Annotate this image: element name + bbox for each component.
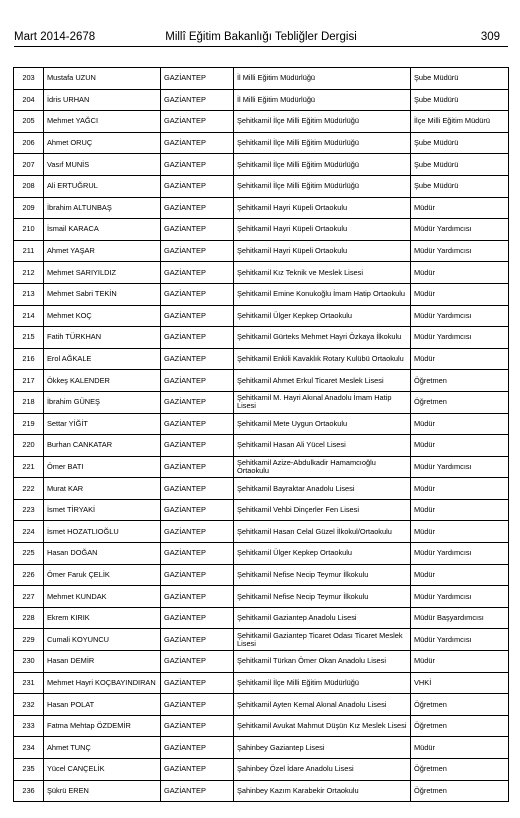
title-cell: Müdür Yardımcısı xyxy=(411,456,509,478)
name-cell: İbrahim GÜNEŞ xyxy=(44,391,161,413)
name-cell: Ali ERTUĞRUL xyxy=(44,175,161,197)
name-cell: Ahmet ORUÇ xyxy=(44,132,161,154)
row-number-cell: 212 xyxy=(14,262,44,284)
table-row xyxy=(14,737,509,759)
row-number-cell: 224 xyxy=(14,521,44,543)
institution-cell: Şehitkamil Türkan Ömer Okan Anadolu Lisesi xyxy=(234,651,411,673)
province-cell: GAZİANTEP xyxy=(161,240,234,262)
institution-cell: Şehitkamil Hayri Küpeli Ortaokulu xyxy=(234,219,411,241)
name-cell: Hasan DOĞAN xyxy=(44,543,161,565)
name-cell: Ökkeş KALENDER xyxy=(44,370,161,392)
title-cell: Müdür Yardımcısı xyxy=(411,327,509,349)
institution-cell: Şehitkamil Nefise Necip Teymur İlkokulu xyxy=(234,564,411,586)
title-cell: Öğretmen xyxy=(411,759,509,781)
table-row xyxy=(14,219,509,241)
institution-cell: Şehitkamil Ahmet Erkul Ticaret Meslek Lisesi xyxy=(234,370,411,392)
institution-cell: Şehitkamil İlçe Milli Eğitim Müdürlüğü xyxy=(234,132,411,154)
header-rule xyxy=(14,46,508,47)
institution-cell: Şehitkamil Bayraktar Anadolu Lisesi xyxy=(234,478,411,500)
row-number-cell: 230 xyxy=(14,651,44,673)
table-row xyxy=(14,499,509,521)
table-row xyxy=(14,391,509,413)
row-number-cell: 204 xyxy=(14,89,44,111)
table-row xyxy=(14,68,509,90)
row-number-cell: 236 xyxy=(14,780,44,802)
institution-cell: Şehitkamil Nefise Necip Teymur İlkokulu xyxy=(234,586,411,608)
row-number-cell: 234 xyxy=(14,737,44,759)
table-row xyxy=(14,629,509,651)
row-number-cell: 233 xyxy=(14,715,44,737)
row-number-cell: 229 xyxy=(14,629,44,651)
title-cell: Öğretmen xyxy=(411,391,509,413)
province-cell: GAZİANTEP xyxy=(161,715,234,737)
province-cell: GAZİANTEP xyxy=(161,564,234,586)
row-number-cell: 205 xyxy=(14,111,44,133)
table-row xyxy=(14,327,509,349)
title-cell: Öğretmen xyxy=(411,715,509,737)
name-cell: Vasıf MUNİS xyxy=(44,154,161,176)
table-row xyxy=(14,715,509,737)
personnel-table xyxy=(13,67,509,802)
province-cell: GAZİANTEP xyxy=(161,694,234,716)
name-cell: Cumali KOYUNCU xyxy=(44,629,161,651)
province-cell: GAZİANTEP xyxy=(161,197,234,219)
table-row xyxy=(14,564,509,586)
row-number-cell: 203 xyxy=(14,68,44,90)
name-cell: İbrahim ALTUNBAŞ xyxy=(44,197,161,219)
institution-cell: Şehitkamil Gürteks Mehmet Hayri Özkaya İlkokulu xyxy=(234,327,411,349)
province-cell: GAZİANTEP xyxy=(161,370,234,392)
page-number: 309 xyxy=(480,31,500,43)
name-cell: Mehmet KUNDAK xyxy=(44,586,161,608)
title-cell: Müdür Yardımcısı xyxy=(411,219,509,241)
province-cell: GAZİANTEP xyxy=(161,586,234,608)
province-cell: GAZİANTEP xyxy=(161,348,234,370)
row-number-cell: 219 xyxy=(14,413,44,435)
province-cell: GAZİANTEP xyxy=(161,262,234,284)
row-number-cell: 216 xyxy=(14,348,44,370)
province-cell: GAZİANTEP xyxy=(161,456,234,478)
row-number-cell: 226 xyxy=(14,564,44,586)
province-cell: GAZİANTEP xyxy=(161,737,234,759)
institution-cell: Şehitkamil Hasan Celal Güzel İlkokul/Ortaokulu xyxy=(234,521,411,543)
title-cell: Öğretmen xyxy=(411,370,509,392)
institution-cell: Şehitkamil Mete Uygun Ortaokulu xyxy=(234,413,411,435)
province-cell: GAZİANTEP xyxy=(161,478,234,500)
name-cell: Yücel CANÇELİK xyxy=(44,759,161,781)
title-cell: Müdür xyxy=(411,737,509,759)
name-cell: Ömer Faruk ÇELİK xyxy=(44,564,161,586)
table-row xyxy=(14,262,509,284)
row-number-cell: 227 xyxy=(14,586,44,608)
province-cell: GAZİANTEP xyxy=(161,175,234,197)
province-cell: GAZİANTEP xyxy=(161,391,234,413)
title-cell: Müdür xyxy=(411,564,509,586)
province-cell: GAZİANTEP xyxy=(161,283,234,305)
institution-cell: Şehitkamil Azize-Abdulkadir Hamamcıoğlu Ortaokulu xyxy=(234,456,411,478)
table-row xyxy=(14,543,509,565)
name-cell: Mehmet Hayri KOÇBAYINDIRAN xyxy=(44,672,161,694)
row-number-cell: 215 xyxy=(14,327,44,349)
title-cell: Müdür xyxy=(411,435,509,457)
title-cell: Şube Müdürü xyxy=(411,154,509,176)
table-row xyxy=(14,305,509,327)
title-cell: Öğretmen xyxy=(411,780,509,802)
title-cell: Müdür Yardımcısı xyxy=(411,629,509,651)
table-row xyxy=(14,89,509,111)
title-cell: Müdür xyxy=(411,499,509,521)
province-cell: GAZİANTEP xyxy=(161,651,234,673)
province-cell: GAZİANTEP xyxy=(161,543,234,565)
institution-cell: Şehitkamil Gaziantep Ticaret Odası Ticaret Meslek Lisesi xyxy=(234,629,411,651)
institution-cell: Şehitkamil Hasan Ali Yücel Lisesi xyxy=(234,435,411,457)
institution-cell: Şehitkamil İlçe Milli Eğitim Müdürlüğü xyxy=(234,154,411,176)
row-number-cell: 222 xyxy=(14,478,44,500)
title-cell: Müdür Yardımcısı xyxy=(411,543,509,565)
name-cell: Fatih TÜRKHAN xyxy=(44,327,161,349)
province-cell: GAZİANTEP xyxy=(161,759,234,781)
institution-cell: Şahinbey Kazım Karabekir Ortaokulu xyxy=(234,780,411,802)
name-cell: Hasan DEMİR xyxy=(44,651,161,673)
institution-cell: Şehitkamil Enkili Kavaklık Rotary Kulübü Ortaokulu xyxy=(234,348,411,370)
province-cell: GAZİANTEP xyxy=(161,499,234,521)
institution-cell: İl Milli Eğitim Müdürlüğü xyxy=(234,68,411,90)
table-body xyxy=(14,68,509,802)
name-cell: Mehmet Sabri TEKİN xyxy=(44,283,161,305)
institution-cell: Şehitkamil Vehbi Dinçerler Fen Lisesi xyxy=(234,499,411,521)
row-number-cell: 223 xyxy=(14,499,44,521)
row-number-cell: 228 xyxy=(14,607,44,629)
table-row xyxy=(14,586,509,608)
issue-date: Mart 2014-2678 xyxy=(14,31,96,43)
title-cell: Müdür xyxy=(411,283,509,305)
table-row xyxy=(14,240,509,262)
table-row xyxy=(14,672,509,694)
name-cell: Ömer BATI xyxy=(44,456,161,478)
institution-cell: Şehitkamil İlçe Milli Eğitim Müdürlüğü xyxy=(234,111,411,133)
institution-cell: Şahinbey Özel İdare Anadolu Lisesi xyxy=(234,759,411,781)
name-cell: İsmail KARACA xyxy=(44,219,161,241)
page-header xyxy=(14,30,508,46)
title-cell: Öğretmen xyxy=(411,694,509,716)
table-row xyxy=(14,197,509,219)
table-row xyxy=(14,759,509,781)
table-row xyxy=(14,283,509,305)
title-cell: Şube Müdürü xyxy=(411,175,509,197)
table-row xyxy=(14,607,509,629)
name-cell: Ekrem KIRIK xyxy=(44,607,161,629)
institution-cell: Şehitkamil Kız Teknik ve Meslek Lisesi xyxy=(234,262,411,284)
title-cell: Müdür xyxy=(411,348,509,370)
row-number-cell: 213 xyxy=(14,283,44,305)
table-row xyxy=(14,370,509,392)
row-number-cell: 208 xyxy=(14,175,44,197)
province-cell: GAZİANTEP xyxy=(161,219,234,241)
name-cell: Hasan POLAT xyxy=(44,694,161,716)
title-cell: Şube Müdürü xyxy=(411,89,509,111)
title-cell: Müdür xyxy=(411,413,509,435)
name-cell: Şükrü EREN xyxy=(44,780,161,802)
row-number-cell: 206 xyxy=(14,132,44,154)
table-row xyxy=(14,154,509,176)
name-cell: İsmet HOZATLIOĞLU xyxy=(44,521,161,543)
province-cell: GAZİANTEP xyxy=(161,629,234,651)
province-cell: GAZİANTEP xyxy=(161,111,234,133)
row-number-cell: 207 xyxy=(14,154,44,176)
title-cell: Müdür Yardımcısı xyxy=(411,240,509,262)
institution-cell: Şehitkamil Emine Konukoğlu İmam Hatip Ortaokulu xyxy=(234,283,411,305)
table-row xyxy=(14,521,509,543)
title-cell: VHKİ xyxy=(411,672,509,694)
table-row xyxy=(14,780,509,802)
title-cell: Müdür Yardımcısı xyxy=(411,586,509,608)
name-cell: Settar YİĞİT xyxy=(44,413,161,435)
institution-cell: Şehitkamil Gaziantep Anadolu Lisesi xyxy=(234,607,411,629)
name-cell: Mehmet KOÇ xyxy=(44,305,161,327)
row-number-cell: 214 xyxy=(14,305,44,327)
name-cell: Mustafa UZUN xyxy=(44,68,161,90)
province-cell: GAZİANTEP xyxy=(161,521,234,543)
row-number-cell: 225 xyxy=(14,543,44,565)
name-cell: Ahmet YAŞAR xyxy=(44,240,161,262)
province-cell: GAZİANTEP xyxy=(161,305,234,327)
institution-cell: Şehitkamil M. Hayri Akınal Anadolu İmam Hatip Lisesi xyxy=(234,391,411,413)
table-row xyxy=(14,132,509,154)
institution-cell: Şehitkamil Hayri Küpeli Ortaokulu xyxy=(234,197,411,219)
name-cell: Burhan CANKATAR xyxy=(44,435,161,457)
table-row xyxy=(14,478,509,500)
name-cell: Murat KAR xyxy=(44,478,161,500)
table-row xyxy=(14,413,509,435)
title-cell: Müdür xyxy=(411,651,509,673)
institution-cell: İl Milli Eğitim Müdürlüğü xyxy=(234,89,411,111)
institution-cell: Şehitkamil Ayten Kemal Akınal Anadolu Lisesi xyxy=(234,694,411,716)
province-cell: GAZİANTEP xyxy=(161,89,234,111)
row-number-cell: 217 xyxy=(14,370,44,392)
institution-cell: Şehitkamil Ülger Kepkep Ortaokulu xyxy=(234,305,411,327)
title-cell: Şube Müdürü xyxy=(411,68,509,90)
institution-cell: Şehitkamil Hayri Küpeli Ortaokulu xyxy=(234,240,411,262)
province-cell: GAZİANTEP xyxy=(161,607,234,629)
table-row xyxy=(14,651,509,673)
province-cell: GAZİANTEP xyxy=(161,327,234,349)
title-cell: Müdür xyxy=(411,478,509,500)
institution-cell: Şehitkamil İlçe Milli Eğitim Müdürlüğü xyxy=(234,672,411,694)
table-row xyxy=(14,694,509,716)
row-number-cell: 209 xyxy=(14,197,44,219)
province-cell: GAZİANTEP xyxy=(161,132,234,154)
table-row xyxy=(14,111,509,133)
title-cell: Müdür xyxy=(411,521,509,543)
name-cell: Mehmet YAĞCI xyxy=(44,111,161,133)
institution-cell: Şehitkamil Ülger Kepkep Ortaokulu xyxy=(234,543,411,565)
row-number-cell: 231 xyxy=(14,672,44,694)
row-number-cell: 211 xyxy=(14,240,44,262)
title-cell: Müdür xyxy=(411,197,509,219)
row-number-cell: 221 xyxy=(14,456,44,478)
name-cell: Fatma Mehtap ÖZDEMİR xyxy=(44,715,161,737)
province-cell: GAZİANTEP xyxy=(161,672,234,694)
row-number-cell: 218 xyxy=(14,391,44,413)
row-number-cell: 232 xyxy=(14,694,44,716)
institution-cell: Şehitkamil Avukat Mahmut Düşün Kız Meslek Lisesi xyxy=(234,715,411,737)
table-row xyxy=(14,175,509,197)
institution-cell: Şahinbey Gaziantep Lisesi xyxy=(234,737,411,759)
name-cell: İsmet TİRYAKİ xyxy=(44,499,161,521)
row-number-cell: 235 xyxy=(14,759,44,781)
title-cell: Şube Müdürü xyxy=(411,132,509,154)
table-row xyxy=(14,348,509,370)
province-cell: GAZİANTEP xyxy=(161,435,234,457)
title-cell: İlçe Milli Eğitim Müdürü xyxy=(411,111,509,133)
title-cell: Müdür xyxy=(411,262,509,284)
title-cell: Müdür Yardımcısı xyxy=(411,305,509,327)
province-cell: GAZİANTEP xyxy=(161,154,234,176)
row-number-cell: 210 xyxy=(14,219,44,241)
province-cell: GAZİANTEP xyxy=(161,68,234,90)
journal-title: Millî Eğitim Bakanlığı Tebliğler Dergisi xyxy=(165,31,357,43)
name-cell: İdris URHAN xyxy=(44,89,161,111)
province-cell: GAZİANTEP xyxy=(161,413,234,435)
table-row xyxy=(14,456,509,478)
row-number-cell: 220 xyxy=(14,435,44,457)
name-cell: Ahmet TUNÇ xyxy=(44,737,161,759)
title-cell: Müdür Başyardımcısı xyxy=(411,607,509,629)
province-cell: GAZİANTEP xyxy=(161,780,234,802)
name-cell: Mehmet SARIYILDIZ xyxy=(44,262,161,284)
table-row xyxy=(14,435,509,457)
name-cell: Erol AĞKALE xyxy=(44,348,161,370)
institution-cell: Şehitkamil İlçe Milli Eğitim Müdürlüğü xyxy=(234,175,411,197)
